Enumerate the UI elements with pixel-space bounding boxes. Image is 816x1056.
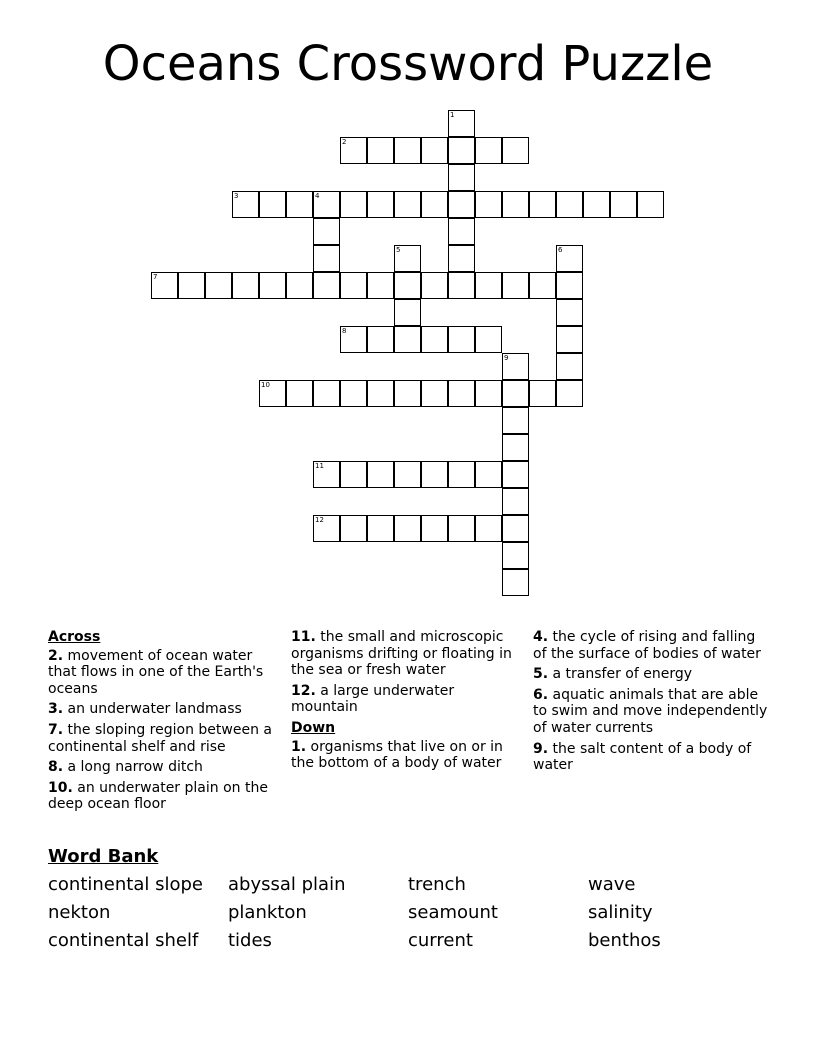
grid-cell[interactable]	[394, 299, 421, 326]
clue-number: 3.	[48, 701, 64, 718]
grid-cell[interactable]	[502, 515, 529, 542]
clue-number: 10.	[48, 779, 73, 796]
grid-cell[interactable]	[286, 380, 313, 407]
grid-cell[interactable]	[259, 272, 286, 299]
grid-cell[interactable]	[529, 380, 556, 407]
word-bank-item: nekton	[48, 902, 111, 923]
clue-number: 4.	[533, 629, 549, 645]
grid-cell[interactable]	[502, 461, 529, 488]
cell-number: 2	[342, 138, 347, 146]
grid-cell[interactable]	[448, 245, 475, 272]
grid-cell[interactable]	[286, 272, 313, 299]
cell-number: 9	[504, 354, 509, 362]
cell-number: 6	[558, 246, 563, 254]
grid-cell[interactable]	[313, 461, 340, 488]
grid-cell[interactable]	[637, 191, 664, 218]
clue-across-12	[291, 683, 523, 716]
clue-across-7	[48, 722, 278, 755]
grid-cell[interactable]	[313, 191, 340, 218]
clue-down-4	[533, 629, 773, 662]
grid-cell[interactable]	[394, 380, 421, 407]
grid-cell[interactable]	[448, 380, 475, 407]
grid-cell[interactable]	[232, 191, 259, 218]
grid-cell[interactable]	[502, 380, 529, 407]
clue-across-10	[48, 780, 278, 813]
word-bank-item: salinity	[588, 902, 653, 923]
grid-cell[interactable]	[475, 137, 502, 164]
grid-cell[interactable]	[556, 380, 583, 407]
grid-cell[interactable]	[394, 191, 421, 218]
grid-cell[interactable]	[448, 137, 475, 164]
cell-number: 12	[315, 516, 324, 524]
word-bank-item: wave	[588, 874, 636, 895]
grid-cell[interactable]	[475, 191, 502, 218]
grid-cell[interactable]	[259, 191, 286, 218]
clue-text: the salt content of a body of water	[533, 740, 752, 774]
grid-cell[interactable]	[421, 137, 448, 164]
word-bank-item: continental shelf	[48, 930, 199, 951]
grid-cell[interactable]	[340, 515, 367, 542]
grid-cell[interactable]	[448, 164, 475, 191]
grid-cell[interactable]	[178, 272, 205, 299]
grid-cell[interactable]	[340, 461, 367, 488]
grid-cell[interactable]	[583, 191, 610, 218]
clue-across-2	[48, 648, 278, 698]
grid-cell[interactable]	[394, 461, 421, 488]
grid-cell[interactable]	[502, 488, 529, 515]
clue-text: an underwater plain on the deep ocean floor	[48, 779, 268, 813]
grid-cell[interactable]	[313, 272, 340, 299]
clue-text: the sloping region between a continental shelf and rise	[48, 721, 272, 755]
grid-cell[interactable]	[286, 191, 313, 218]
grid-cell[interactable]	[502, 137, 529, 164]
clue-text: the cycle of rising and falling of the surface of bodies of water	[533, 629, 761, 662]
clue-down-6	[533, 687, 773, 737]
clue-number: 5.	[533, 666, 549, 683]
word-bank-item: plankton	[228, 902, 307, 923]
grid-cell[interactable]	[448, 110, 475, 137]
grid-cell[interactable]	[205, 272, 232, 299]
clue-text: organisms that live on or in the bottom of a body of water	[291, 738, 503, 772]
grid-cell[interactable]	[556, 191, 583, 218]
grid-cell[interactable]	[448, 461, 475, 488]
clue-down-5	[533, 666, 773, 683]
word-bank-title: Word Bank	[48, 846, 159, 867]
grid-cell[interactable]	[502, 272, 529, 299]
word-bank-item: current	[408, 930, 473, 951]
clue-text: an underwater landmass	[67, 701, 242, 718]
word-bank-item: seamount	[408, 902, 498, 923]
clue-down-9	[533, 741, 773, 774]
grid-cell[interactable]	[475, 380, 502, 407]
grid-cell[interactable]	[340, 380, 367, 407]
grid-cell[interactable]	[367, 515, 394, 542]
grid-cell[interactable]	[367, 272, 394, 299]
word-bank-item: abyssal plain	[228, 874, 346, 895]
clue-text: aquatic animals that are able to swim and move independently of water currents	[533, 686, 768, 736]
grid-cell[interactable]	[151, 272, 178, 299]
grid-cell[interactable]	[556, 353, 583, 380]
grid-cell[interactable]	[475, 326, 502, 353]
grid-cell[interactable]	[313, 380, 340, 407]
down-header: Down	[291, 719, 336, 736]
grid-cell[interactable]	[448, 218, 475, 245]
grid-cell[interactable]	[313, 218, 340, 245]
grid-cell[interactable]	[421, 380, 448, 407]
word-bank-item: benthos	[588, 930, 661, 951]
grid-cell[interactable]	[475, 272, 502, 299]
word-bank-item: trench	[408, 874, 466, 895]
clue-number: 6.	[533, 686, 549, 703]
clue-text: movement of ocean water that flows in one of the Earth's oceans	[48, 647, 264, 697]
cell-number: 5	[396, 246, 401, 254]
grid-cell[interactable]	[394, 245, 421, 272]
grid-cell[interactable]	[394, 326, 421, 353]
grid-cell[interactable]	[313, 245, 340, 272]
across-header: Across	[48, 629, 101, 645]
grid-cell[interactable]	[340, 272, 367, 299]
word-bank-item: continental slope	[48, 874, 203, 895]
clue-column-1	[48, 629, 278, 817]
cell-number: 8	[342, 327, 347, 335]
cell-number: 11	[315, 462, 324, 470]
clue-across-8	[48, 759, 278, 776]
clue-text: a transfer of energy	[552, 666, 693, 683]
grid-cell[interactable]	[448, 326, 475, 353]
cell-number: 3	[234, 192, 239, 200]
clue-column-2	[291, 629, 523, 776]
grid-cell[interactable]	[421, 191, 448, 218]
grid-cell[interactable]	[502, 353, 529, 380]
grid-cell[interactable]	[502, 191, 529, 218]
clue-text: a long narrow ditch	[67, 759, 203, 776]
grid-cell[interactable]	[367, 461, 394, 488]
clue-number: 7.	[48, 721, 64, 738]
cell-number: 4	[315, 192, 320, 200]
clue-number: 11.	[291, 629, 316, 645]
grid-cell[interactable]	[529, 272, 556, 299]
clue-down-1	[291, 739, 523, 772]
clue-number: 1.	[291, 738, 307, 755]
grid-cell[interactable]	[556, 326, 583, 353]
grid-cell[interactable]	[340, 137, 367, 164]
grid-cell[interactable]	[421, 326, 448, 353]
cell-number: 10	[261, 381, 270, 389]
grid-cell[interactable]	[421, 461, 448, 488]
puzzle-title: Oceans Crossword Puzzle	[102, 36, 714, 92]
clue-number: 2.	[48, 647, 64, 664]
grid-cell[interactable]	[556, 245, 583, 272]
grid-cell[interactable]	[367, 380, 394, 407]
word-bank-item: tides	[228, 930, 272, 951]
clue-text: the small and microscopic organisms drifting or floating in the sea or fresh water	[291, 629, 512, 679]
grid-cell[interactable]	[556, 299, 583, 326]
grid-cell[interactable]	[232, 272, 259, 299]
grid-cell[interactable]	[502, 407, 529, 434]
grid-cell[interactable]	[421, 272, 448, 299]
grid-cell[interactable]	[340, 326, 367, 353]
grid-cell[interactable]	[259, 380, 286, 407]
grid-cell[interactable]	[448, 515, 475, 542]
grid-cell[interactable]	[367, 137, 394, 164]
grid-cell[interactable]	[502, 569, 529, 596]
grid-cell[interactable]	[556, 272, 583, 299]
grid-cell[interactable]	[502, 434, 529, 461]
cell-number: 7	[153, 273, 158, 281]
grid-cell[interactable]	[394, 515, 421, 542]
clue-across-11	[291, 629, 523, 679]
cell-number: 1	[450, 111, 455, 119]
grid-cell[interactable]	[448, 272, 475, 299]
grid-cell[interactable]	[394, 137, 421, 164]
grid-cell[interactable]	[367, 326, 394, 353]
clue-across-3	[48, 701, 278, 718]
grid-cell[interactable]	[313, 515, 340, 542]
grid-cell[interactable]	[475, 515, 502, 542]
grid-cell[interactable]	[448, 191, 475, 218]
grid-cell[interactable]	[610, 191, 637, 218]
grid-cell[interactable]	[367, 191, 394, 218]
clue-number: 12.	[291, 682, 316, 699]
clue-number: 9.	[533, 740, 549, 757]
clue-column-3	[533, 629, 773, 778]
grid-cell[interactable]	[421, 515, 448, 542]
clue-text: a large underwater mountain	[291, 682, 455, 716]
grid-cell[interactable]	[475, 461, 502, 488]
grid-cell[interactable]	[502, 542, 529, 569]
grid-cell[interactable]	[529, 191, 556, 218]
clue-number: 8.	[48, 759, 64, 776]
grid-cell[interactable]	[394, 272, 421, 299]
grid-cell[interactable]	[340, 191, 367, 218]
